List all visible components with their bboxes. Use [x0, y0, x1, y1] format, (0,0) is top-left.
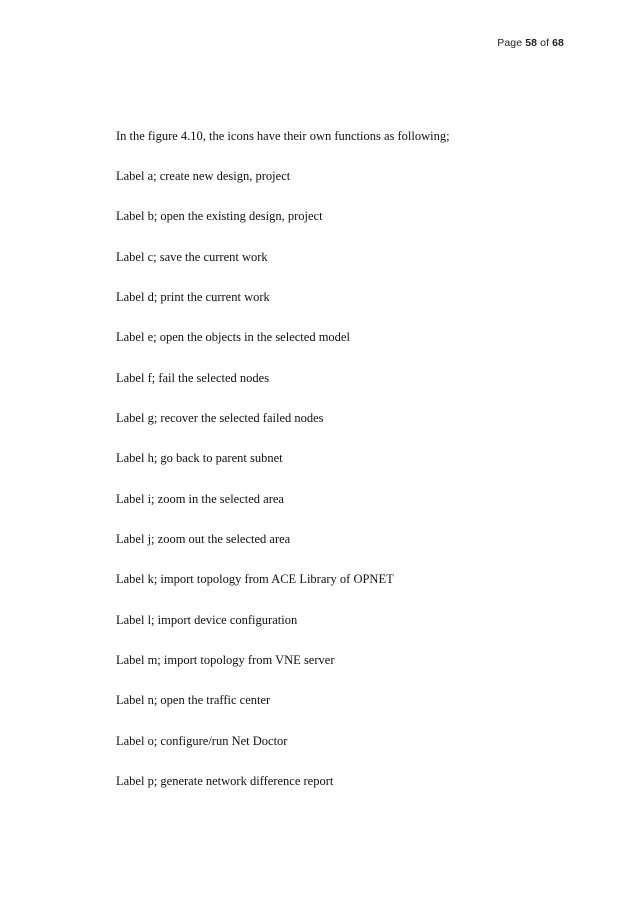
page-total: 68 — [552, 37, 564, 49]
label-item-a: Label a; create new design, project — [116, 169, 291, 183]
document-body — [116, 128, 576, 814]
label-item-m: Label m; import topology from VNE server — [116, 653, 335, 668]
page-number-header — [497, 37, 564, 49]
label-item-i: Label i; zoom in the selected area — [116, 491, 284, 506]
label-item-p: Label p; generate network difference report — [116, 774, 334, 789]
label-item-b: Label b; open the existing design, project — [116, 209, 323, 224]
label-item-d: Label d; print the current work — [116, 290, 270, 305]
label-item-f: Label f; fail the selected nodes — [116, 370, 270, 385]
intro-paragraph: In the figure 4.10, the icons have their own functions as following; — [116, 129, 450, 143]
label-item-k: Label k; import topology from ACE Library of OPNET — [116, 572, 394, 587]
label-item-g: Label g; recover the selected failed nodes — [116, 411, 324, 426]
label-item-o: Label o; configure/run Net Doctor — [116, 733, 288, 748]
label-list — [116, 168, 576, 814]
label-item-l: Label l; import device configuration — [116, 612, 298, 627]
page-prefix: Page — [497, 37, 526, 49]
page-current: 58 — [525, 37, 538, 49]
page-of: of — [537, 37, 553, 49]
label-item-h: Label h; go back to parent subnet — [116, 451, 283, 466]
label-item-j: Label j; zoom out the selected area — [116, 532, 291, 547]
label-item-n: Label n; open the traffic center — [116, 693, 271, 708]
label-item-c: Label c; save the current work — [116, 249, 268, 264]
label-item-e: Label e; open the objects in the selected model — [116, 330, 350, 345]
